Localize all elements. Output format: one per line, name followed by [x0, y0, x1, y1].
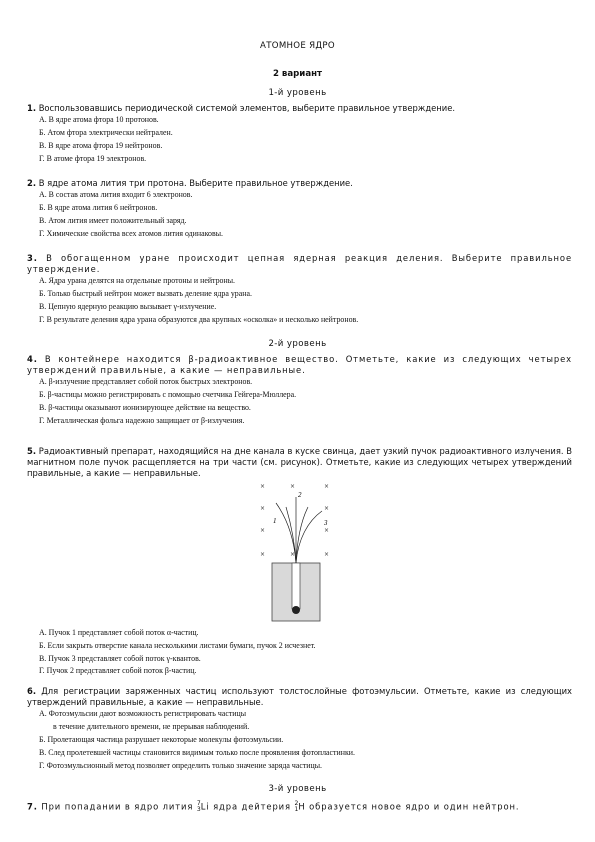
question-1: [27, 103, 572, 165]
question-number: 7.: [27, 801, 38, 812]
answer-option: Г. В атоме фтора 19 электронов.: [39, 153, 147, 163]
variant-heading: 2 вариант: [272, 69, 323, 79]
answer-option: Б. Если закрыть отверстие канала несколькими листами бумаги, пучок 2 исчезнет.: [39, 640, 316, 650]
question-number: 3.: [27, 253, 38, 263]
answer-option: А. Пучок 1 представляет собой поток α-частиц.: [39, 628, 199, 637]
svg-text:×: ×: [260, 551, 266, 558]
svg-text:×: ×: [260, 505, 266, 512]
question-5-options: [27, 627, 572, 678]
svg-text:×: ×: [324, 551, 330, 558]
magnetic-field-beam-figure: [254, 477, 340, 623]
svg-text:×: ×: [324, 483, 330, 490]
radioactive-source: [292, 606, 300, 614]
answer-option: Г. Пучок 2 представляет собой поток β-частиц.: [39, 666, 197, 676]
svg-text:×: ×: [324, 527, 330, 534]
answer-option: В. В ядре атома фтора 19 нейтронов.: [39, 140, 163, 150]
question-text: В контейнере находится β-радиоактивное вещество. Отметьте, какие из следующих четырех утверждений правильные, а какие — неправильные.: [27, 354, 572, 376]
answer-option: В. β-частицы оказывают ионизирующее действие на вещество.: [39, 403, 251, 412]
answer-option: В. След пролетевшей частицы становится видимым только после проявления фотопластинки.: [39, 747, 355, 757]
beam-paths: [276, 497, 322, 563]
question-number: 4.: [27, 354, 38, 364]
svg-text:×: ×: [260, 483, 266, 490]
answer-option: Г. Химические свойства всех атомов лития одинаковы.: [39, 228, 224, 238]
answer-option: Б. В ядре атома лития 6 нейтронов.: [39, 203, 158, 212]
question-text: Воспользовавшись периодической системой элементов, выберите правильное утверждение.: [38, 103, 456, 113]
question-text: Радиоактивный препарат, находящийся на дне канала в куске свинца, дает узкий пучок радиоактивного излучения. В магнитном поле пучок расщепляется на три части (см. рисунок). Отметьте, какие из следующих четырех утверждений правильные, а какие — неправильные.: [27, 446, 572, 479]
level-3-heading: 3-й уровень: [268, 784, 327, 794]
svg-text:×: ×: [290, 551, 296, 558]
level-1-heading: 1-й уровень: [268, 88, 327, 98]
answer-option: А. β-излучение представляет собой поток быстрых электронов.: [39, 377, 253, 387]
answer-option: А. Фотоэмульсии дают возможность регистрировать частицы: [39, 709, 247, 719]
answer-option-continuation: в течение длительного времени, не прерывая наблюдений.: [53, 722, 250, 732]
level-2-heading: 2-й уровень: [268, 339, 327, 349]
hydrogen-symbol: H: [298, 801, 306, 812]
question-3: [27, 253, 572, 327]
svg-text:×: ×: [260, 527, 266, 534]
beam-label-2: 2: [298, 491, 302, 499]
answer-option: Б. Атом фтора электрически нейтрален.: [39, 128, 173, 137]
answer-option: В. Атом лития имеет положительный заряд.: [39, 215, 187, 225]
question-text: В обогащенном уране происходит цепная ядерная реакция деления. Выберите правильное утверждение.: [27, 253, 573, 275]
svg-text:×: ×: [324, 505, 330, 512]
question-text: ядра дейтерия: [213, 801, 291, 812]
svg-text:×: ×: [290, 483, 296, 490]
answer-option: А. В ядре атома фтора 10 протонов.: [39, 115, 159, 125]
question-7: [27, 801, 572, 813]
question-number: 2.: [27, 178, 37, 188]
answer-option: В. Цепную ядерную реакцию вызывает γ-излучение.: [39, 302, 217, 311]
answer-option: Г. В результате деления ядра урана образуются два крупных «осколка» и несколько нейтронов.: [39, 314, 359, 324]
lithium-isotope-indices: 7 3: [196, 800, 201, 813]
question-text: Для регистрации заряженных частиц используют толстослойные фотоэмульсии. Отметьте, какие из следующих утверждений правильные, а какие — неправильные.: [27, 686, 572, 708]
answer-option: А. В состав атома лития входит 6 электронов.: [39, 190, 193, 200]
answer-option: Б. Только быстрый нейтрон может вызвать деление ядра урана.: [39, 289, 252, 299]
lead-block: [272, 563, 320, 621]
answer-option: Б. Пролетающая частица разрушает некоторые молекулы фотоэмульсии.: [39, 735, 284, 744]
beam-label-1: 1: [273, 517, 277, 525]
answer-option: В. Пучок 3 представляет собой поток γ-квантов.: [39, 653, 201, 663]
answer-option: Г. Металлическая фольга надежно защищает от β-излучения.: [39, 415, 245, 425]
question-text: При попадании в ядро лития: [41, 801, 194, 812]
answer-option: Г. Фотоэмульсионный метод позволяет определить только значение заряда частицы.: [39, 760, 322, 770]
question-number: 6.: [27, 686, 37, 696]
question-6: [27, 686, 572, 772]
answer-option: А. Ядра урана делятся на отдельные протоны и нейтроны.: [39, 276, 235, 286]
page-title: АТОМНОЕ ЯДРО: [260, 41, 335, 51]
lithium-symbol: Li: [200, 801, 210, 812]
question-4: [27, 354, 572, 428]
question-2: [27, 178, 572, 240]
question-text: образуется новое ядро и один нейтрон.: [309, 801, 520, 812]
question-number: 1.: [27, 103, 37, 113]
question-number: 5.: [27, 446, 37, 456]
deuterium-isotope-indices: 2 1: [294, 800, 299, 813]
answer-option: Б. β-частицы можно регистрировать с помощью счетчика Гейгера-Мюллера.: [39, 390, 297, 400]
question-text: В ядре атома лития три протона. Выберите правильное утверждение.: [38, 178, 353, 188]
beam-label-3: 3: [324, 519, 328, 527]
question-5: [27, 446, 572, 480]
